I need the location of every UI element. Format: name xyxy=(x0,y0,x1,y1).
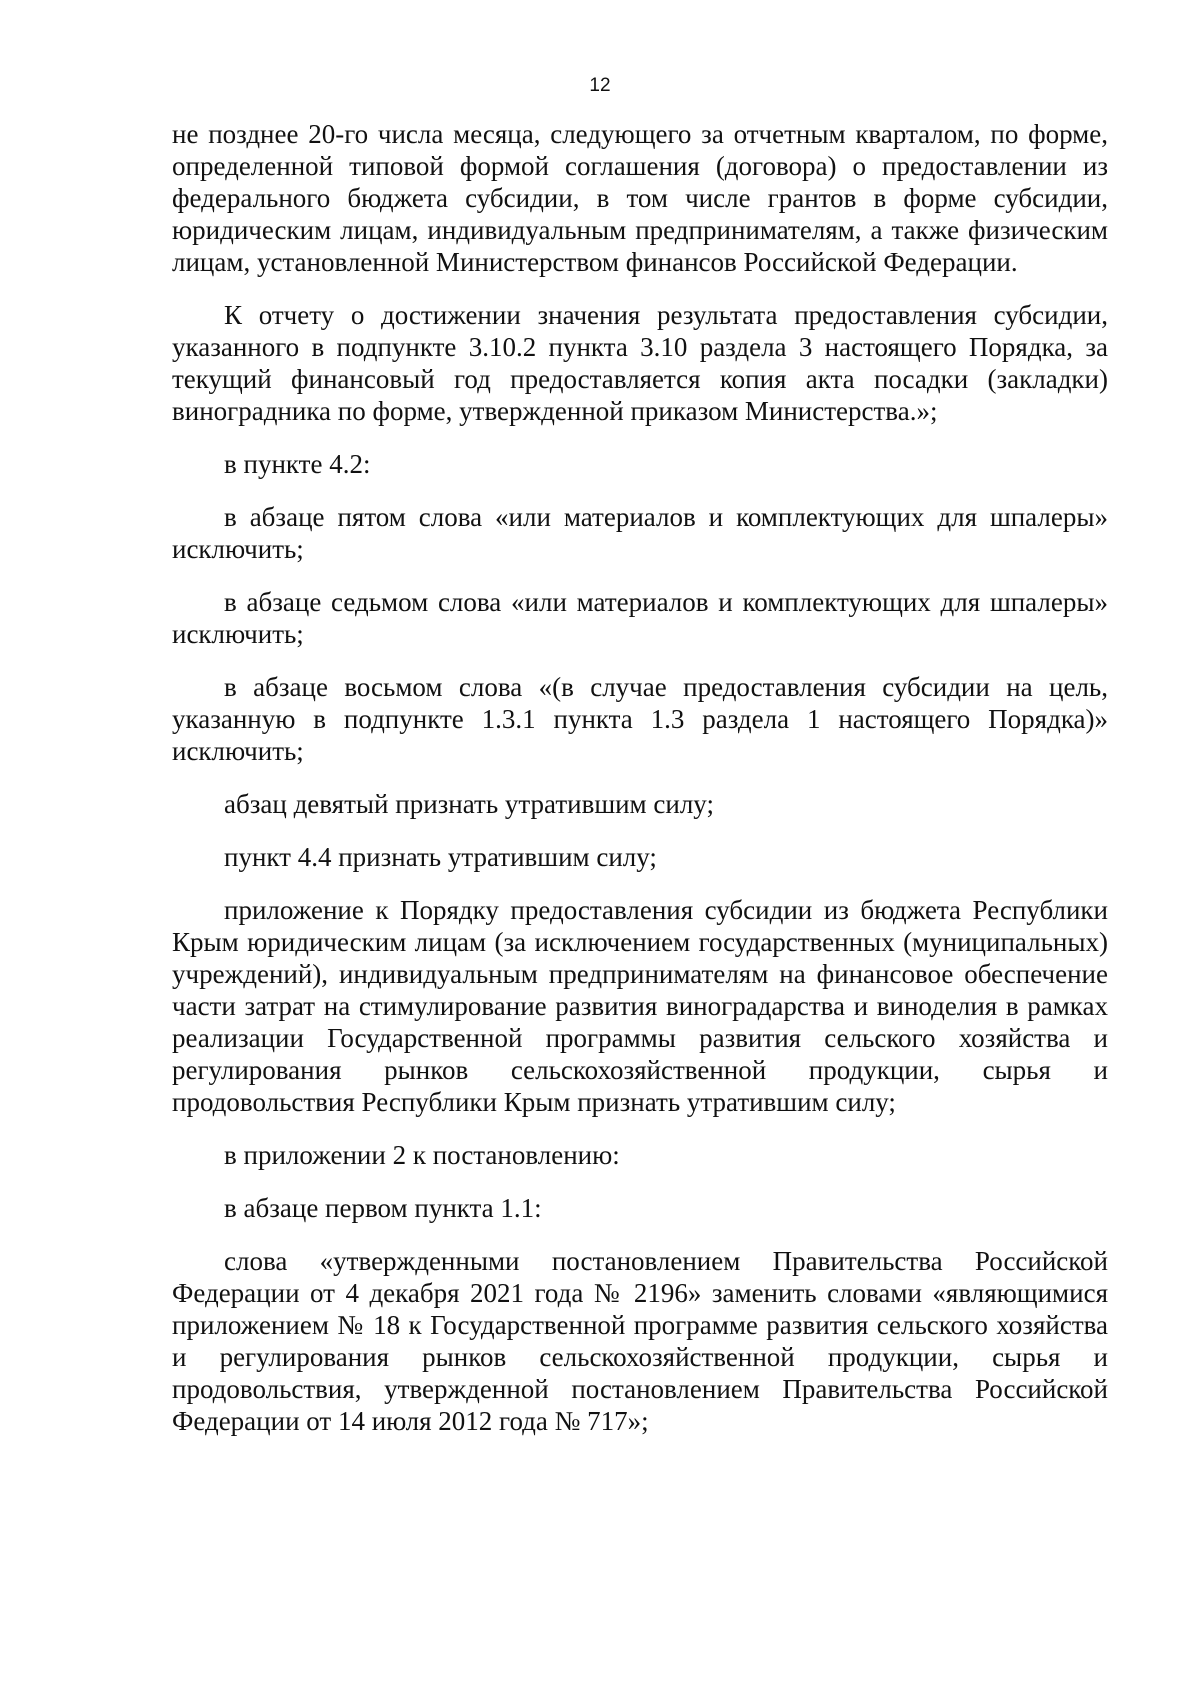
paragraph-appendix-repeal: приложение к Порядку предоставления субсидии из бюджета Республики Крым юридическим лицам (за исключением государственных (муниципальных) учреждений), индивидуальным предпринимателям на финансовое обеспечение части затрат на стимулирование развития виноградарства и виноделия в рамках реализации Государственной программы развития сельского хозяйства и регулирования рынков сельскохозяйственной продукции, сырья и продовольствия Республики Крым признать утратившим силу; xyxy=(172,895,1108,1117)
page-number: 12 xyxy=(589,75,611,96)
paragraph-clause-4-4: пункт 4.4 признать утратившим силу; xyxy=(224,842,657,872)
paragraph-continuation: не позднее 20-го числа месяца, следующего за отчетным кварталом, по форме, определенной типовой формой соглашения (договора) о предоставлении из федерального бюджета субсидии, в том числе грантов в форме субсидии, юридическим лицам, индивидуальным предпринимателям, а также физическим лицам, установленной Министерством финансов Российской Федерации. xyxy=(172,119,1108,277)
paragraph-appendix-2: в приложении 2 к постановлению: xyxy=(224,1140,620,1170)
paragraph-clause-1-1: в абзаце первом пункта 1.1: xyxy=(224,1193,542,1223)
paragraph-subclause-9: абзац девятый признать утратившим силу; xyxy=(224,789,714,819)
paragraph-report-attachment: К отчету о достижении значения результата предоставления субсидии, указанного в подпункте 3.10.2 пункта 3.10 раздела 3 настоящего Порядка, за текущий финансовый год предоставляется копия акта посадки (закладки) виноградника по форме, утвержденной приказом Министерства.»; xyxy=(172,300,1108,426)
paragraph-subclause-7: в абзаце седьмом слова «или материалов и комплектующих для шпалеры» исключить; xyxy=(172,587,1108,649)
paragraph-subclause-8: в абзаце восьмом слова «(в случае предоставления субсидии на цель, указанную в подпункте 1.3.1 пункта 1.3 раздела 1 настоящего Порядка)» исключить; xyxy=(172,672,1108,766)
paragraph-clause-4-2: в пункте 4.2: xyxy=(224,449,371,479)
document-body xyxy=(172,118,1108,1437)
paragraph-replace-words: слова «утвержденными постановлением Правительства Российской Федерации от 4 декабря 2021 года № 2196» заменить словами «являющимися приложением № 18 к Государственной программе развития сельского хозяйства и регулирования рынков сельскохозяйственной продукции, сырья и продовольствия, утвержденной постановлением Правительства Российской Федерации от 14 июля 2012 года № 717»; xyxy=(172,1246,1108,1436)
paragraph-subclause-5: в абзаце пятом слова «или материалов и комплектующих для шпалеры» исключить; xyxy=(172,502,1108,564)
